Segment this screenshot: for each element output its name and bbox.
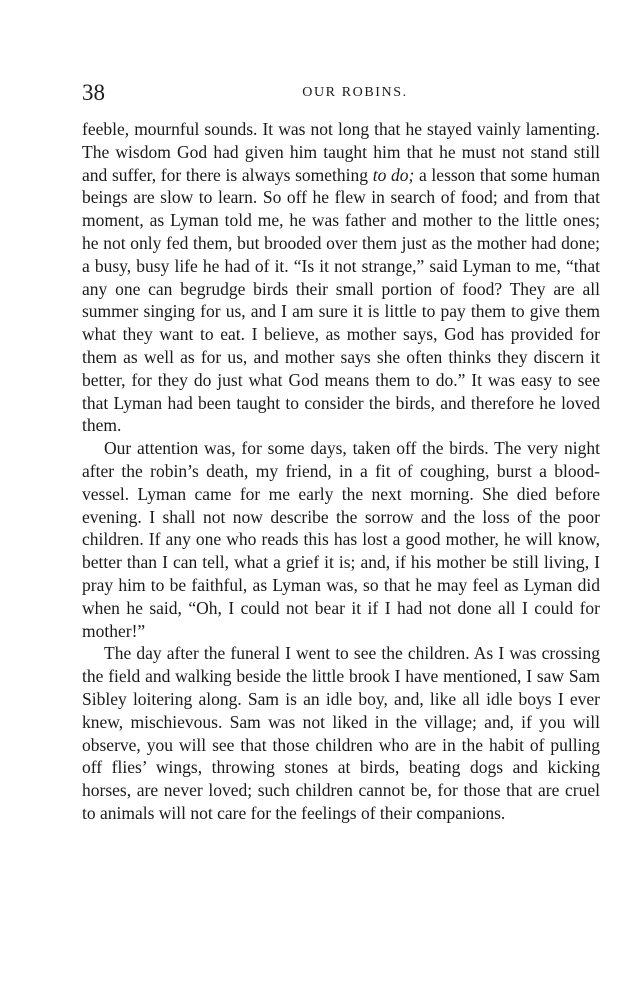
page-number: 38 — [82, 80, 105, 105]
paragraph-1 — [82, 118, 600, 437]
page-header — [82, 78, 600, 108]
italic-phrase: to do; — [372, 164, 415, 185]
paragraph-1-text-start: feeble, mournful sounds. It was not long that he stayed vainly lamenting. The wisdom God had given him taught him that he must not stand still and suffer, for there is always something — [82, 119, 600, 185]
paragraph-3: The day after the funeral I went to see the children. As I was crossing the field and walking beside the little brook I have mentioned, I saw Sam Sibley loitering along. Sam is an idle boy, and, like all idle boys I ever knew, mischievous. Sam was not liked in the village; and, if you will observe, you will see that those children who are in the habit of pulling off flies’ wings, throwing stones at birds, beating dogs and kicking horses, are never loved; such children cannot be, for those that are cruel to animals will not care for the feelings of their companions. — [82, 643, 600, 823]
paragraph-2: Our attention was, for some days, taken off the birds. The very night after the robin’s death, my friend, in a fit of coughing, burst a blood-vessel. Lyman came for me early the next morning. She died before evening. I shall not now describe the sorrow and the loss of the poor children. If any one who reads this has lost a good mother, he will know, better than I can tell, what a grief it is; and, if his mother be still living, I pray him to be faithful, as Lyman was, so that he may feel as Lyman did when he said, “Oh, I could not bear it if I had not done all I could for mother!” — [82, 438, 600, 641]
paragraph-1-text-end: a lesson that some human beings are slow to learn. So off he flew in search of food; and from that moment, as Lyman told me, he was father and mother to the little ones; he not only fed them, but brooded over them just as the mother had done; a busy, busy life he had of it. “Is it not strange,” said Lyman to me, “that any one can begrudge birds their small portion of food? They are all summer singing for us, and I am sure it is little to pay them to give them what they want to eat. I believe, as mother says, God has provided for them as well as for us, and mother says she often thinks they discern it better, for they do just what God means them to do.” It was easy to see that Lyman had been taught to consider the birds, and therefore he loved them. — [82, 164, 601, 436]
body-text — [82, 118, 600, 825]
running-title: OUR ROBINS. — [302, 85, 408, 100]
